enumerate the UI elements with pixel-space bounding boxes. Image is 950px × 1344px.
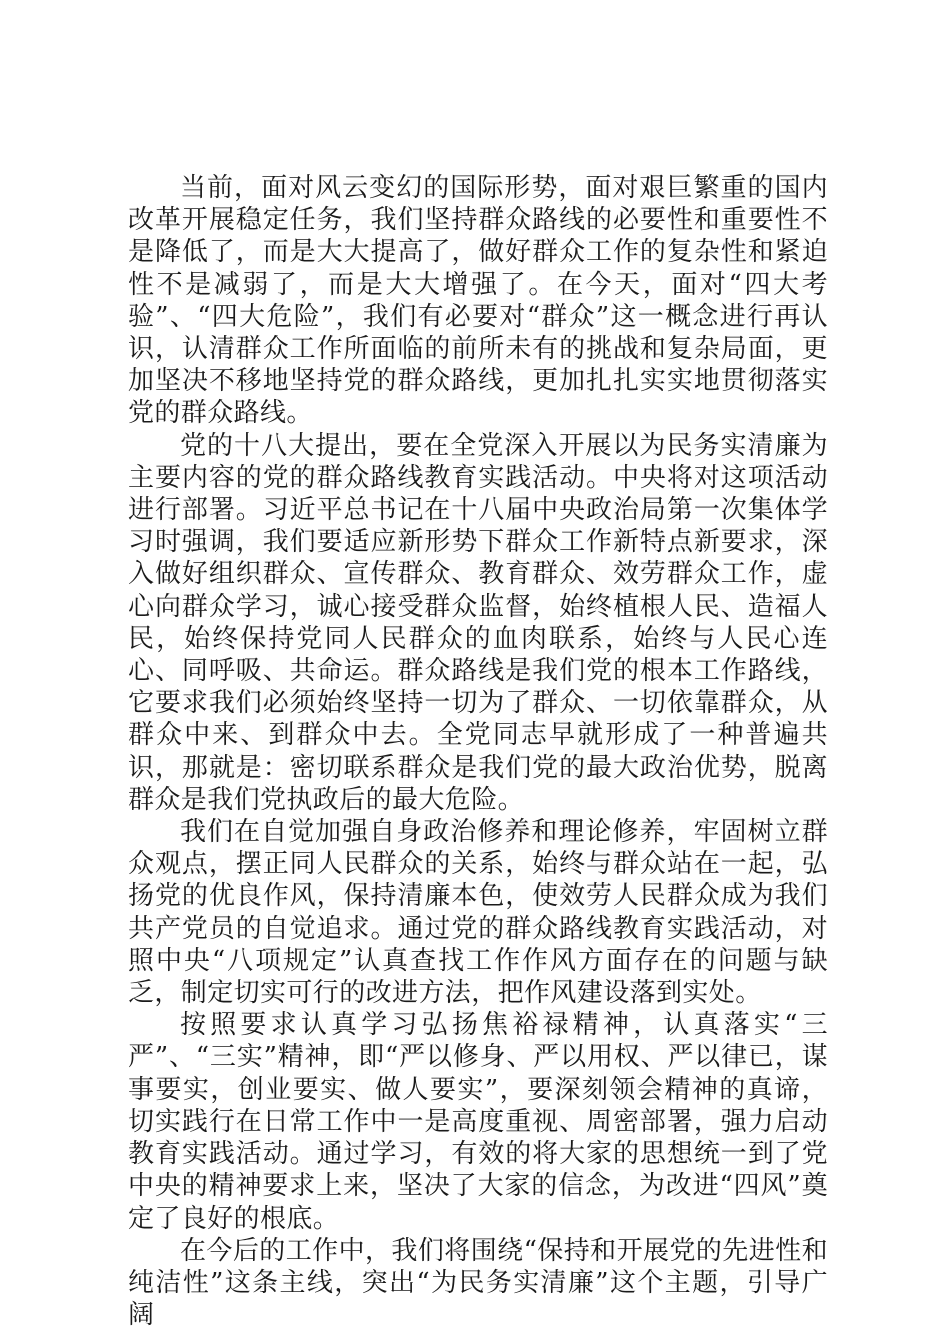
body-text <box>128 172 828 1331</box>
paragraph-1: 当前，面对风云变幻的国际形势，面对艰巨繁重的国内改革开展稳定任务，我们坚持群众路线的必要性和重要性不是降低了，而是大大提高了，做好群众工作的复杂性和紧迫性不是减弱了，而是大大增强了。在今天，面对“四大考验”、“四大危险”，我们有必要对“群众”这一概念进行再认识，认清群众工作所面临的前所未有的挑战和复杂局面，更加坚决不移地坚持党的群众路线，更加扎扎实实地贯彻落实党的群众路线。 <box>128 173 828 429</box>
paragraph-5: 在今后的工作中，我们将围绕“保持和开展党的先进性和纯洁性”这条主线，突出“为民务实清廉”这个主题，引导广阔 <box>128 1235 828 1331</box>
paragraph-4: 按照要求认真学习弘扬焦裕禄精神，认真落实“三严”、“三实”精神，即“严以修身、严以用权、严以律已，谋事要实，创业要实、做人要实”，要深刻领会精神的真谛，切实践行在日常工作中一是高度重视、周密部署，强力启动教育实践活动。通过学习，有效的将大家的思想统一到了党中央的精神要求上来，坚决了大家的信念，为改进“四风”奠定了良好的根底。 <box>128 1010 828 1234</box>
paragraph-3: 我们在自觉加强自身政治修养和理论修养，牢固树立群众观点，摆正同人民群众的关系，始终与群众站在一起，弘扬党的优良作风，保持清廉本色，使效劳人民群众成为我们共产党员的自觉追求。通过党的群众路线教育实践活动，对照中央“八项规定”认真查找工作作风方面存在的问题与缺乏，制定切实可行的改进方法，把作风建设落到实处。 <box>128 817 828 1009</box>
paragraph-2: 党的十八大提出，要在全党深入开展以为民务实清廉为主要内容的党的群众路线教育实践活动。中央将对这项活动进行部署。习近平总书记在十八届中央政治局第一次集体学习时强调，我们要适应新形势下群众工作新特点新要求，深入做好组织群众、宣传群众、教育群众、效劳群众工作，虚心向群众学习，诚心接受群众监督，始终植根人民、造福人民，始终保持党同人民群众的血肉联系，始终与人民心连心、同呼吸、共命运。群众路线是我们党的根本工作路线，它要求我们必须始终坚持一切为了群众、一切依靠群众，从群众中来、到群众中去。全党同志早就形成了一种普遍共识，那就是：密切联系群众是我们党的最大政治优势，脱离群众是我们党执政后的最大危险。 <box>128 430 828 815</box>
